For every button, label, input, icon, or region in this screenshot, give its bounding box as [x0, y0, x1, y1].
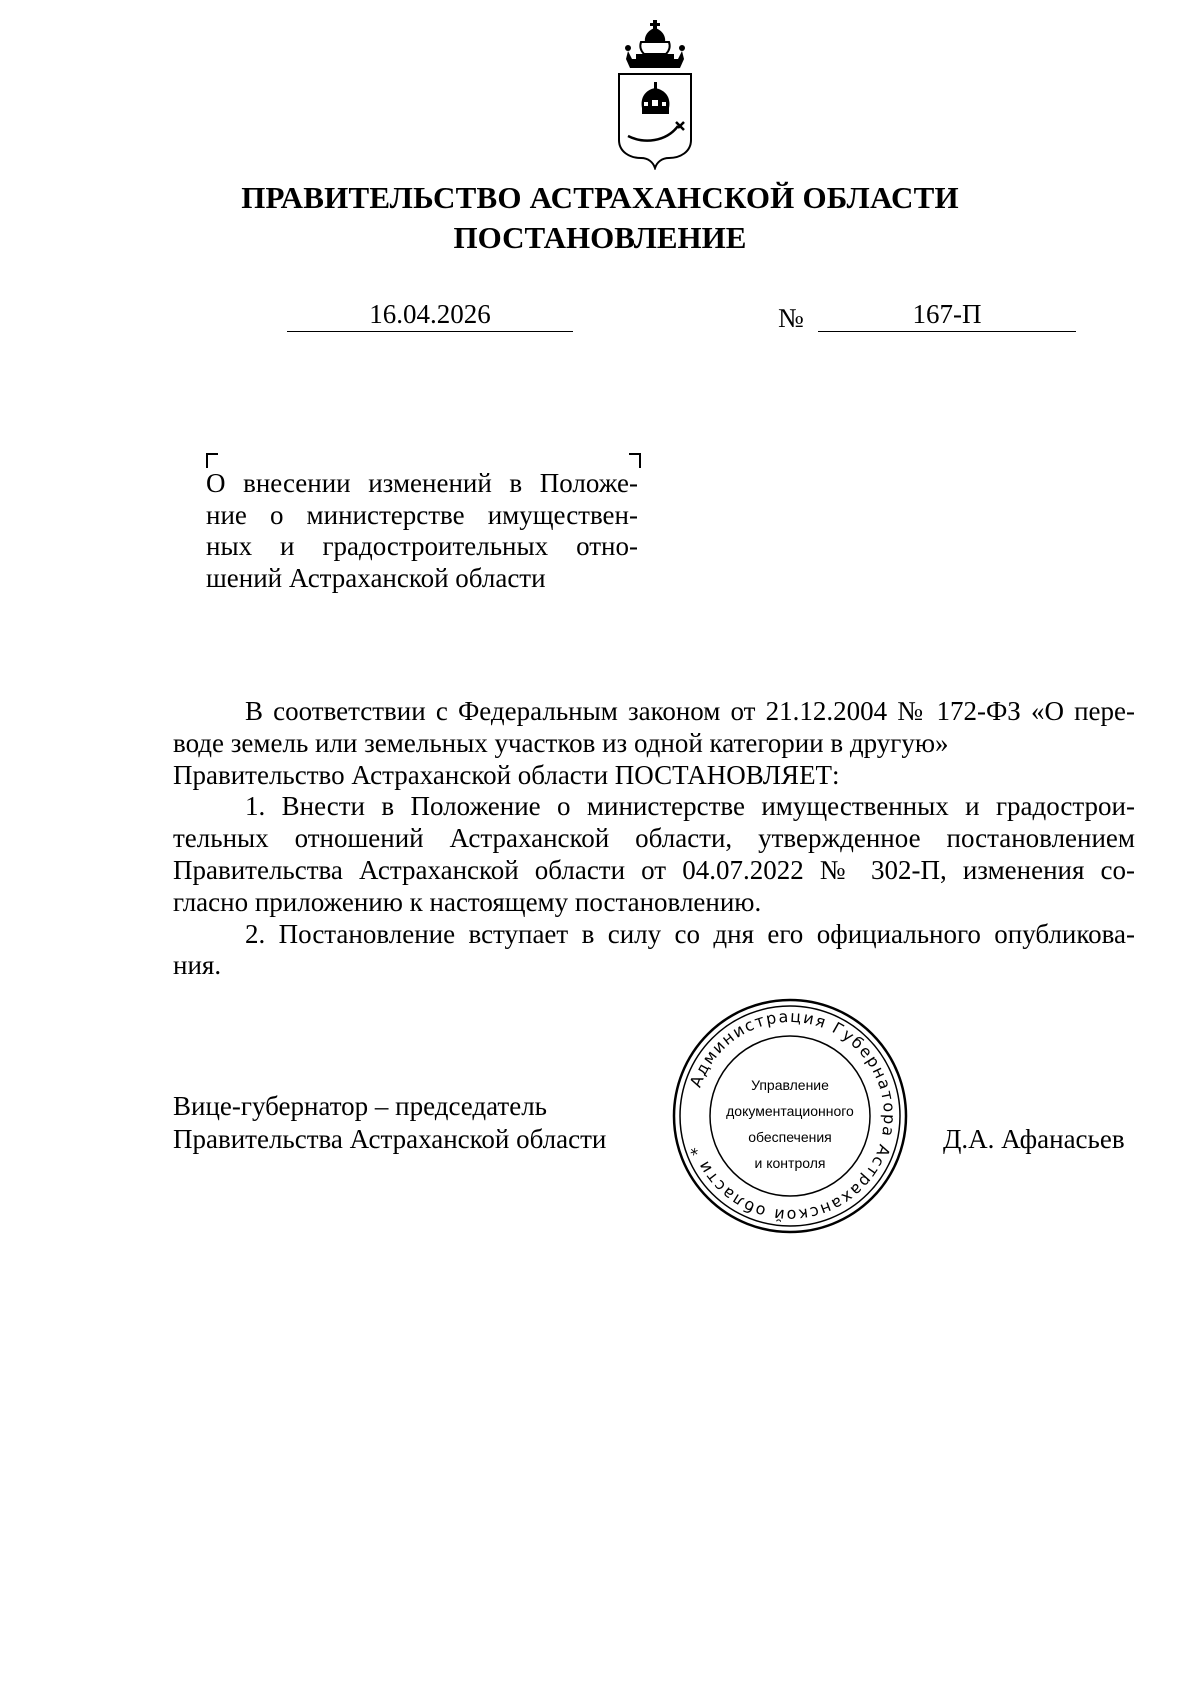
- subject-bracket-left: [206, 453, 218, 468]
- organization-title: ПРАВИТЕЛЬСТВО АСТРАХАНСКОЙ ОБЛАСТИ: [241, 180, 959, 215]
- stamp-center-line: Управление: [751, 1077, 829, 1093]
- document-body: [173, 696, 1135, 982]
- signatory-position-line: Вице-губернатор – председатель: [173, 1091, 547, 1121]
- stamp-center-line: и контроля: [754, 1155, 826, 1171]
- number-sign: №: [778, 303, 804, 333]
- document-number: 167-П: [818, 297, 1076, 332]
- stamp-center-line: документационного: [726, 1103, 854, 1119]
- body-line: ния.: [173, 950, 222, 981]
- body-line: воде земель или земельных участков из одной категории в другую»: [173, 727, 949, 758]
- body-line: 1. Внести в Положение о министерстве имущественных и градострои-: [245, 791, 1135, 822]
- body-line: Правительства Астраханской области от 04.07.2022 № 302-П, изменения со-: [173, 854, 1135, 885]
- subject-line: ных и градостроительных отно-: [206, 531, 638, 561]
- signatory-name: Д.А. Афанасьев: [943, 1124, 1125, 1154]
- body-line: тельных отношений Астраханской области, утвержденное постановлением: [173, 823, 1135, 854]
- stamp-center-line: обеспечения: [748, 1129, 832, 1145]
- body-line: Правительство Астраханской области ПОСТАНОВЛЯЕТ:: [173, 759, 840, 790]
- document-type-title: ПОСТАНОВЛЕНИЕ: [453, 220, 747, 255]
- subject-line: ние о министерстве имуществен-: [206, 499, 638, 530]
- body-line: гласно приложению к настоящему постановлению.: [173, 886, 762, 917]
- subject-bracket-right: [629, 453, 641, 468]
- stamp-ring-text: Администрация Губернатора Астраханской области *: [685, 1006, 900, 1226]
- astrakhan-coat-of-arms-icon: [614, 18, 696, 170]
- document-subject: [206, 468, 638, 594]
- subject-line: О внесении изменений в Положе-: [206, 468, 638, 498]
- document-date: 16.04.2026: [287, 297, 573, 332]
- signatory-position: [173, 1090, 606, 1156]
- subject-line: шений Астраханской области: [206, 562, 546, 593]
- body-line: В соответствии с Федеральным законом от 21.12.2004 № 172-ФЗ «О пере-: [245, 696, 1135, 726]
- signatory-position-line: Правительства Астраханской области: [173, 1124, 607, 1154]
- official-stamp: [672, 998, 908, 1234]
- body-line: 2. Постановление вступает в силу со дня его официального опубликова-: [245, 918, 1135, 949]
